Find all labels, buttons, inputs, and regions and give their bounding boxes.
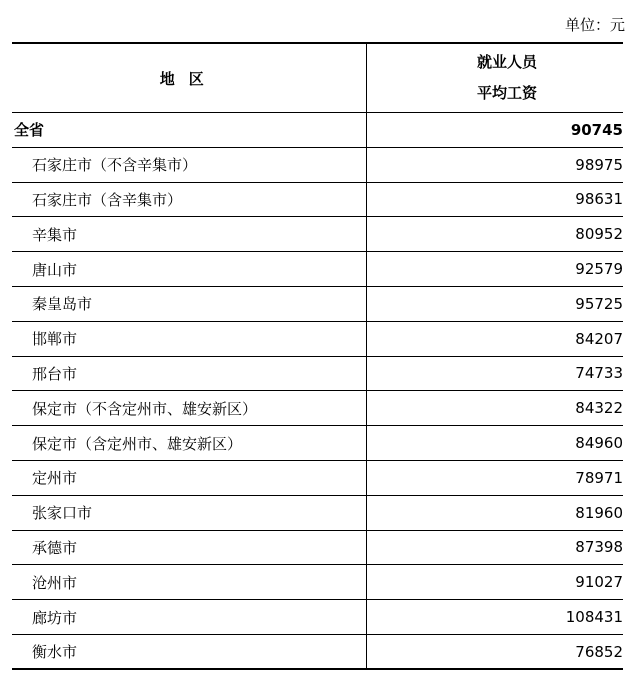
table-row-total bbox=[12, 113, 623, 148]
wage-value: 87398 bbox=[575, 538, 623, 557]
wage-value: 76852 bbox=[575, 642, 623, 661]
table-row bbox=[12, 217, 623, 252]
region-name: 承德市 bbox=[12, 530, 366, 565]
table-row bbox=[12, 321, 623, 356]
wage-header-line1: 就业人员 bbox=[476, 53, 537, 71]
table-row bbox=[12, 252, 623, 287]
table-row bbox=[12, 147, 623, 182]
unit-label: 单位：元 bbox=[564, 16, 625, 34]
wage-column-header bbox=[366, 43, 623, 113]
table-row bbox=[12, 600, 623, 635]
region-name: 邯郸市 bbox=[12, 321, 366, 356]
table-row bbox=[12, 460, 623, 495]
table-row bbox=[12, 391, 623, 426]
region-column-header: 地区 bbox=[12, 43, 366, 113]
table-row bbox=[12, 530, 623, 565]
wage-value: 90745 bbox=[570, 120, 623, 139]
region-name: 全省 bbox=[12, 113, 366, 148]
region-name: 保定市（不含定州市、雄安新区） bbox=[12, 391, 366, 426]
table-row bbox=[12, 356, 623, 391]
table-row bbox=[12, 426, 623, 461]
wage-value: 95725 bbox=[575, 294, 623, 313]
region-name: 邢台市 bbox=[12, 356, 366, 391]
region-name: 衡水市 bbox=[12, 634, 366, 669]
table-row bbox=[12, 182, 623, 217]
wage-value: 91027 bbox=[575, 573, 623, 592]
wage-value: 98975 bbox=[575, 155, 623, 174]
wage-value: 80952 bbox=[575, 225, 623, 244]
wage-value: 84207 bbox=[575, 329, 623, 348]
table-header-row bbox=[12, 43, 623, 113]
region-name: 张家口市 bbox=[12, 495, 366, 530]
region-name: 保定市（含定州市、雄安新区） bbox=[12, 426, 366, 461]
region-name: 秦皇岛市 bbox=[12, 286, 366, 321]
wage-header-line2: 平均工资 bbox=[476, 84, 537, 102]
region-name: 沧州市 bbox=[12, 565, 366, 600]
table-row bbox=[12, 286, 623, 321]
wage-value: 92579 bbox=[575, 260, 623, 279]
wage-value: 74733 bbox=[575, 364, 623, 383]
region-name: 廊坊市 bbox=[12, 600, 366, 635]
region-name: 石家庄市（不含辛集市） bbox=[12, 147, 366, 182]
table-row bbox=[12, 495, 623, 530]
region-name: 辛集市 bbox=[12, 217, 366, 252]
wage-value: 108431 bbox=[565, 608, 623, 627]
wage-value: 81960 bbox=[575, 503, 623, 522]
region-name: 唐山市 bbox=[12, 252, 366, 287]
wage-value: 78971 bbox=[575, 468, 623, 487]
table-row bbox=[12, 565, 623, 600]
table-row bbox=[12, 634, 623, 669]
wage-value: 84322 bbox=[575, 399, 623, 418]
wage-value: 98631 bbox=[575, 190, 623, 209]
wage-value: 84960 bbox=[575, 434, 623, 453]
region-name: 石家庄市（含辛集市） bbox=[12, 182, 366, 217]
wage-table bbox=[12, 42, 623, 670]
region-name: 定州市 bbox=[12, 460, 366, 495]
